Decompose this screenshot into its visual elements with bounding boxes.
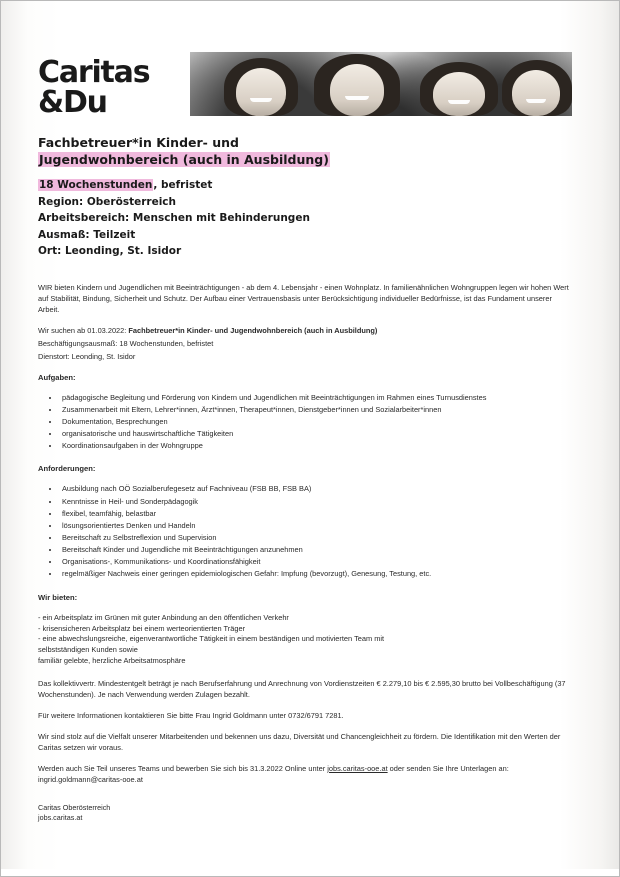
job-meta-extent: Ausmaß: Teilzeit xyxy=(38,228,136,241)
offer-line: - ein Arbeitsplatz im Grünen mit guter Anbindung an den öffentlichen Verkehr xyxy=(38,612,289,622)
list-item: • Organisations-, Kommunikations- und Koordinationsfähigkeit xyxy=(60,557,572,568)
document-header xyxy=(38,52,572,124)
offer-lines xyxy=(38,613,572,667)
logo-line-2: &Du xyxy=(38,85,107,120)
logo-line-1: Caritas xyxy=(38,55,150,90)
hours-suffix: , befristet xyxy=(153,179,213,191)
page-bottom-mask xyxy=(0,869,620,877)
offer-line: - krisensicheren Arbeitsplatz bei einem werteorientierten Träger xyxy=(38,623,246,633)
offer-heading: Wir bieten: xyxy=(38,592,78,602)
list-item: • organisatorische und hauswirtschaftliche Tätigkeiten xyxy=(60,429,572,440)
offer-line: selbstständigen Kunden sowie xyxy=(38,645,138,655)
job-title-line-2: Jugendwohnbereich (auch in Ausbildung) xyxy=(39,152,329,167)
list-item: • Bereitschaft zu Selbstreflexion und Supervision xyxy=(60,533,572,544)
child-2-smile xyxy=(345,96,369,100)
child-1-smile xyxy=(250,98,272,102)
document-footer xyxy=(38,803,572,823)
tasks-list xyxy=(38,393,572,452)
jobs-portal-link[interactable]: jobs.caritas-ooe.at xyxy=(327,763,388,773)
job-body xyxy=(38,282,572,823)
job-advertisement xyxy=(38,52,572,823)
child-2-face xyxy=(330,64,384,116)
list-item: • regelmäßiger Nachweis einer geringen epidemiologischen Gefahr: Impfung (bevorzugt), Genesung, Testung, etc. xyxy=(60,569,572,580)
list-item: • pädagogische Begleitung und Förderung von Kindern und Jugendlichen mit Beeinträchtigungen im Rahmen eines Turnusdienstes xyxy=(60,393,572,404)
list-item: • Koordinationsaufgaben in der Wohngruppe xyxy=(60,441,572,452)
list-item: • Kenntnisse in Heil- und Sonderpädagogik xyxy=(60,497,572,508)
hours-highlight: 18 Wochenstunden xyxy=(39,179,153,191)
search-line-title: Fachbetreuer*in Kinder- und Jugendwohnbereich (auch in Ausbildung) xyxy=(128,325,378,335)
offer-section xyxy=(38,592,572,667)
list-item: • Ausbildung nach OÖ Sozialberufegesetz auf Fachniveau (FSB BB, FSB BA) xyxy=(60,484,572,495)
apply-middle: oder senden Sie Ihre Unterlagen an: xyxy=(387,763,509,773)
tasks-heading: Aufgaben: xyxy=(38,372,76,382)
job-meta-area: Arbeitsbereich: Menschen mit Behinderungen xyxy=(38,212,310,224)
requirements-list xyxy=(38,484,572,579)
list-item: • flexibel, teamfähig, belastbar xyxy=(60,509,572,520)
apply-prefix: Werden auch Sie Teil unseres Teams und bewerben Sie sich bis 31.3.2022 Online unter xyxy=(38,763,328,773)
child-3-smile xyxy=(448,100,470,104)
requirements-heading: Anforderungen: xyxy=(38,464,96,474)
child-4-face xyxy=(512,70,560,116)
list-item: • Zusammenarbeit mit Eltern, Lehrer*innen, Ärzt*innen, Therapeut*innen, Dienstgeber*innen und Sozialarbeiter*innen xyxy=(60,405,572,416)
search-line xyxy=(38,325,572,336)
diversity-paragraph: Wir sind stolz auf die Vielfalt unserer Mitarbeitenden und bekennen uns dazu, Diversität und Chancengleichheit zu fördern. Die Identifikation mit den Werten der Caritas setzen wir voraus. xyxy=(38,731,561,752)
search-line-prefix: Wir suchen ab 01.03.2022: xyxy=(38,325,129,335)
employment-extent: Beschäftigungsausmaß: 18 Wochenstunden, befristet xyxy=(38,338,214,348)
children-photo xyxy=(190,52,572,116)
job-meta-region: Region: Oberösterreich xyxy=(38,195,176,208)
footer-organisation: Caritas Oberösterreich xyxy=(38,802,111,812)
job-title xyxy=(38,134,572,168)
salary-paragraph: Das kollektivvertr. Mindestentgelt beträgt je nach Berufserfahrung und Anrechnung von Vordienstzeiten € 2.279,10 bis € 2.595,30 brutto bei Vollbeschäftigung (37 Wochenstunden). Je nach Verwendung werden Zulagen bezahlt. xyxy=(38,678,566,699)
application-email[interactable]: ingrid.goldmann@caritas-ooe.at xyxy=(38,774,143,784)
footer-website: jobs.caritas.at xyxy=(38,812,83,822)
job-meta-hours xyxy=(38,177,572,194)
list-item: • lösungsorientiertes Denken und Handeln xyxy=(60,521,572,532)
list-item: • Dokumentation, Besprechungen xyxy=(60,417,572,428)
job-title-line-1: Fachbetreuer*in Kinder- und xyxy=(38,135,239,150)
contact-paragraph: Für weitere Informationen kontaktieren Sie bitte Frau Ingrid Goldmann unter 0732/6791 7281. xyxy=(38,710,344,720)
caritas-logo xyxy=(38,52,190,118)
offer-line: familiär gelebte, herzliche Arbeitsatmosphäre xyxy=(38,655,186,665)
apply-paragraph xyxy=(38,763,572,785)
job-meta xyxy=(38,177,572,260)
offer-line: - eine abwechslungsreiche, eigenverantwortliche Tätigkeit in einem beständigen und motivierten Team mit xyxy=(38,634,385,644)
child-1-face xyxy=(236,68,286,116)
child-4-smile xyxy=(526,99,546,103)
list-item: • Bereitschaft Kinder und Jugendliche mit Beeinträchtigungen anzunehmen xyxy=(60,545,572,556)
child-3-face xyxy=(433,72,485,116)
duty-station: Dienstort: Leonding, St. Isidor xyxy=(38,351,136,361)
intro-paragraph: WIR bieten Kindern und Jugendlichen mit Beeinträchtigungen - ab dem 4. Lebensjahr - einen Wohnplatz. In familienähnlichen Wohngruppen legen wir hohen Wert auf Stabilität, Bindung, Sicherheit und Schutz. Der Aufbau einer Vertrauensbasis unter Berücksichtigung individueller Bedürfnisse, ist das Fundament unserer Arbeit. xyxy=(38,282,569,314)
job-meta-location: Ort: Leonding, St. Isidor xyxy=(38,245,182,257)
